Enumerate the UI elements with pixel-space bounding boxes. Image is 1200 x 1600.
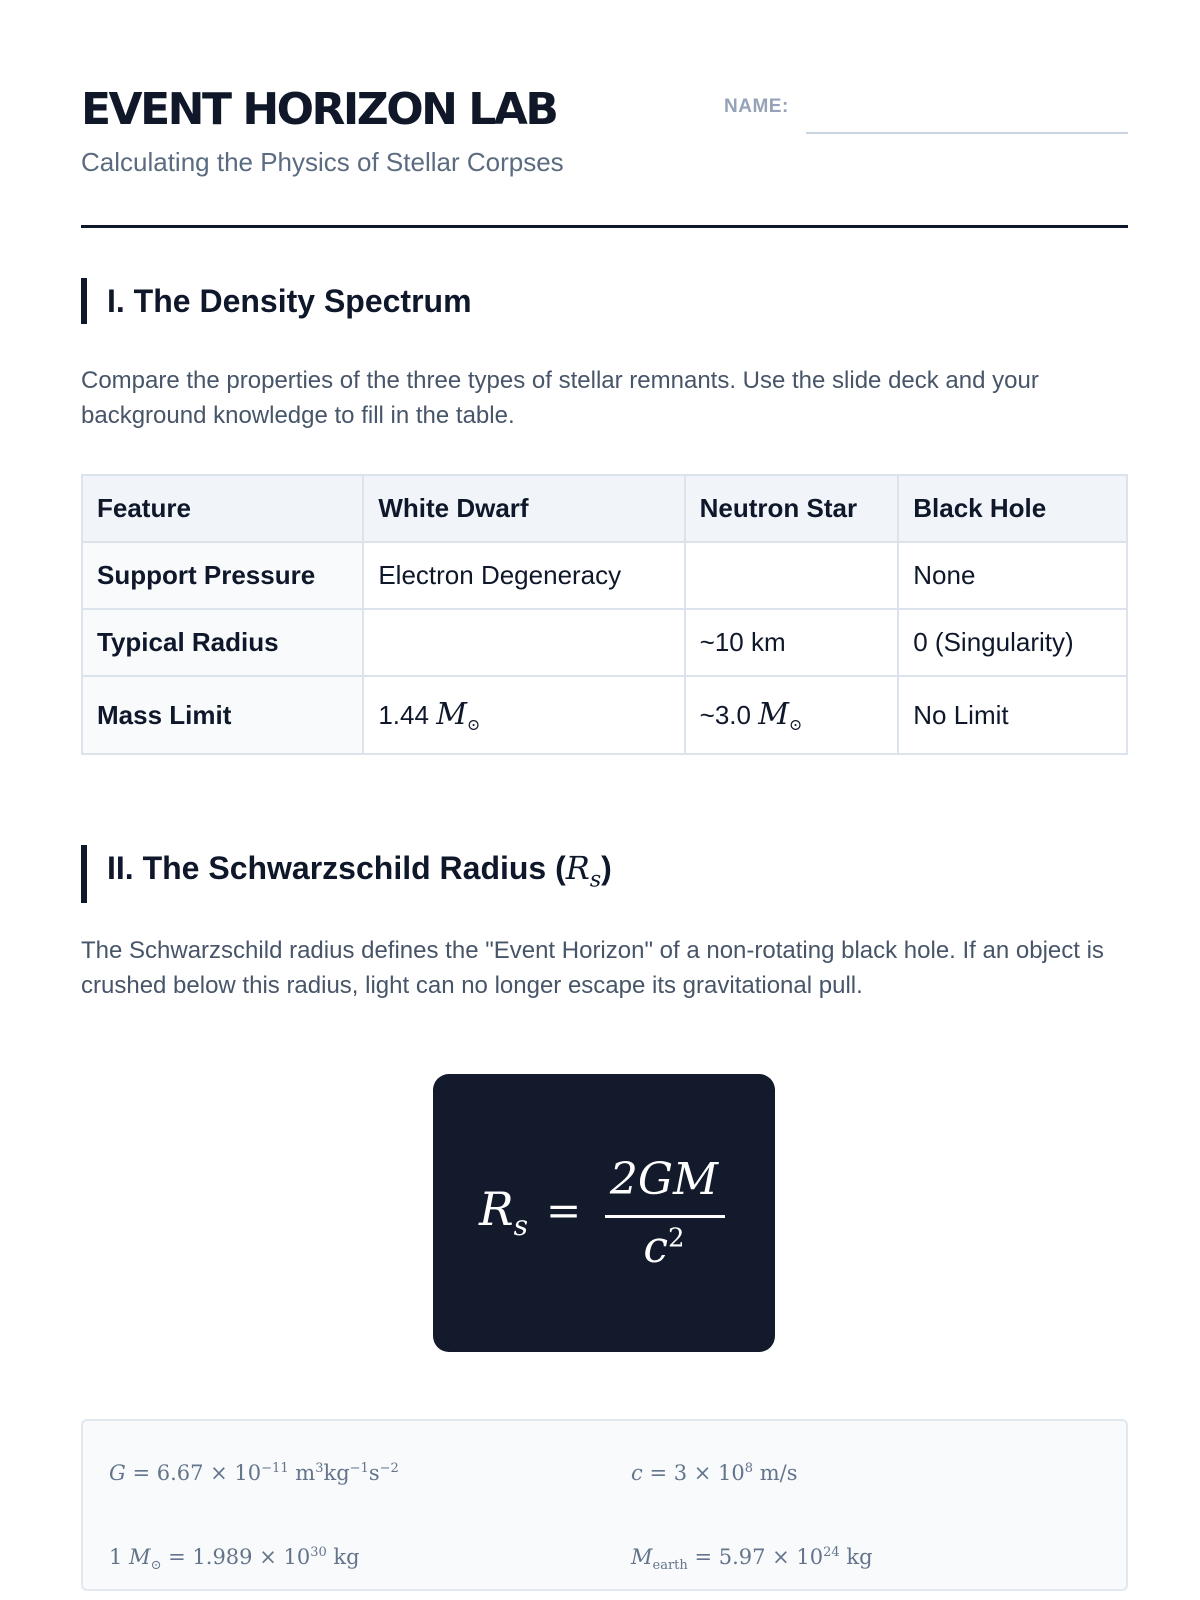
solar-mass-constant bbox=[109, 1545, 360, 1573]
const-value: = 6.67 × 10 bbox=[125, 1461, 262, 1485]
const-unit: m bbox=[288, 1461, 316, 1485]
const-value: = 3 × 10 bbox=[642, 1461, 745, 1485]
const-unit: kg bbox=[326, 1545, 360, 1569]
const-symbol: G bbox=[109, 1461, 126, 1485]
const-unit-exponent: −2 bbox=[379, 1461, 399, 1476]
name-label: NAME: bbox=[724, 96, 789, 117]
table-cell: None bbox=[898, 542, 1127, 609]
const-unit-exponent: 3 bbox=[315, 1461, 324, 1476]
table-row bbox=[82, 609, 1127, 676]
table-cell: 0 (Singularity) bbox=[898, 609, 1127, 676]
section-1-heading: I. The Density Spectrum bbox=[81, 278, 472, 324]
section-1-intro: Compare the properties of the three types of stellar remnants. Use the slide deck and your background knowledge to fill in the table. bbox=[81, 367, 1039, 429]
solar-mass-letter: M bbox=[436, 696, 467, 732]
table-row bbox=[82, 676, 1127, 754]
earth-mass-constant bbox=[631, 1545, 873, 1573]
const-subscript: ⊙ bbox=[150, 1558, 162, 1574]
formula-lhs-subscript: s bbox=[513, 1209, 529, 1242]
gravitational-constant bbox=[109, 1461, 399, 1485]
formula-lhs-letter: R bbox=[479, 1182, 514, 1236]
const-symbol: M bbox=[129, 1545, 151, 1569]
formula-denominator-exponent: 2 bbox=[668, 1223, 685, 1254]
const-unit: kg bbox=[323, 1461, 350, 1485]
solar-mass-symbol bbox=[758, 697, 802, 732]
const-unit: m/s bbox=[753, 1461, 798, 1485]
const-symbol: M bbox=[631, 1545, 653, 1569]
blank-answer-cell[interactable] bbox=[685, 542, 899, 609]
table-cell bbox=[363, 676, 684, 754]
remnants-table bbox=[81, 474, 1128, 755]
row-label-support-pressure: Support Pressure bbox=[82, 542, 363, 609]
table-header-row bbox=[82, 475, 1127, 542]
schwarzschild-formula-box bbox=[433, 1074, 775, 1352]
solar-mass-symbol bbox=[436, 697, 480, 732]
table-cell: No Limit bbox=[898, 676, 1127, 754]
constants-panel bbox=[81, 1419, 1128, 1591]
formula-fraction-bar bbox=[605, 1215, 725, 1218]
row-label-mass-limit: Mass Limit bbox=[82, 676, 363, 754]
formula-numerator: 2GM bbox=[609, 1154, 719, 1205]
const-exponent: −11 bbox=[261, 1461, 289, 1476]
solar-mass-letter: M bbox=[758, 696, 789, 732]
formula-lhs bbox=[479, 1182, 528, 1242]
const-exponent: 8 bbox=[744, 1461, 754, 1476]
radius-letter: R bbox=[565, 849, 590, 887]
table-header-cell: Neutron Star bbox=[685, 475, 899, 542]
worksheet-title: EVENT HORIZON LAB bbox=[81, 84, 557, 135]
heading-close-paren: ) bbox=[601, 850, 612, 886]
const-value: = 1.989 × 10 bbox=[161, 1545, 311, 1569]
mass-limit-value: 1.44 bbox=[378, 699, 429, 730]
const-prefix: 1 bbox=[109, 1545, 130, 1569]
const-unit-exponent: −1 bbox=[349, 1461, 369, 1476]
worksheet-header bbox=[81, 0, 1128, 228]
row-label-typical-radius: Typical Radius bbox=[82, 609, 363, 676]
schwarzschild-symbol bbox=[565, 849, 602, 893]
const-exponent: 30 bbox=[310, 1545, 327, 1560]
formula-equals: = bbox=[546, 1186, 582, 1235]
const-value: = 5.97 × 10 bbox=[687, 1545, 824, 1569]
formula-denominator bbox=[605, 1222, 723, 1273]
radius-subscript: s bbox=[589, 867, 602, 893]
table-row bbox=[82, 542, 1127, 609]
section-2-heading bbox=[81, 845, 612, 903]
speed-of-light bbox=[631, 1461, 797, 1485]
worksheet-subtitle: Calculating the Physics of Stellar Corpses bbox=[81, 147, 564, 177]
const-unit: s bbox=[368, 1461, 380, 1485]
const-exponent: 24 bbox=[823, 1545, 840, 1560]
sun-symbol: ⊙ bbox=[466, 714, 481, 734]
table-cell bbox=[685, 676, 899, 754]
formula-denominator-letter: c bbox=[643, 1222, 669, 1273]
mass-limit-value: ~3.0 bbox=[699, 699, 751, 730]
name-input[interactable] bbox=[806, 120, 1128, 134]
table-header-cell: Feature bbox=[82, 475, 363, 542]
const-subscript: earth bbox=[652, 1558, 688, 1574]
const-unit: kg bbox=[839, 1545, 873, 1569]
section-2-heading-text: II. The Schwarzschild Radius ( bbox=[107, 850, 566, 886]
table-header-cell: White Dwarf bbox=[363, 475, 684, 542]
section-2-intro: The Schwarzschild radius defines the "Event Horizon" of a non-rotating black hole. If an object is crushed below this radius, light can no longer escape its gravitational pull. bbox=[81, 937, 1104, 999]
sun-symbol: ⊙ bbox=[788, 714, 803, 734]
blank-answer-cell[interactable] bbox=[363, 609, 684, 676]
table-cell: Electron Degeneracy bbox=[363, 542, 684, 609]
table-cell: ~10 km bbox=[685, 609, 899, 676]
table-header-cell: Black Hole bbox=[898, 475, 1127, 542]
const-symbol: c bbox=[631, 1461, 643, 1485]
